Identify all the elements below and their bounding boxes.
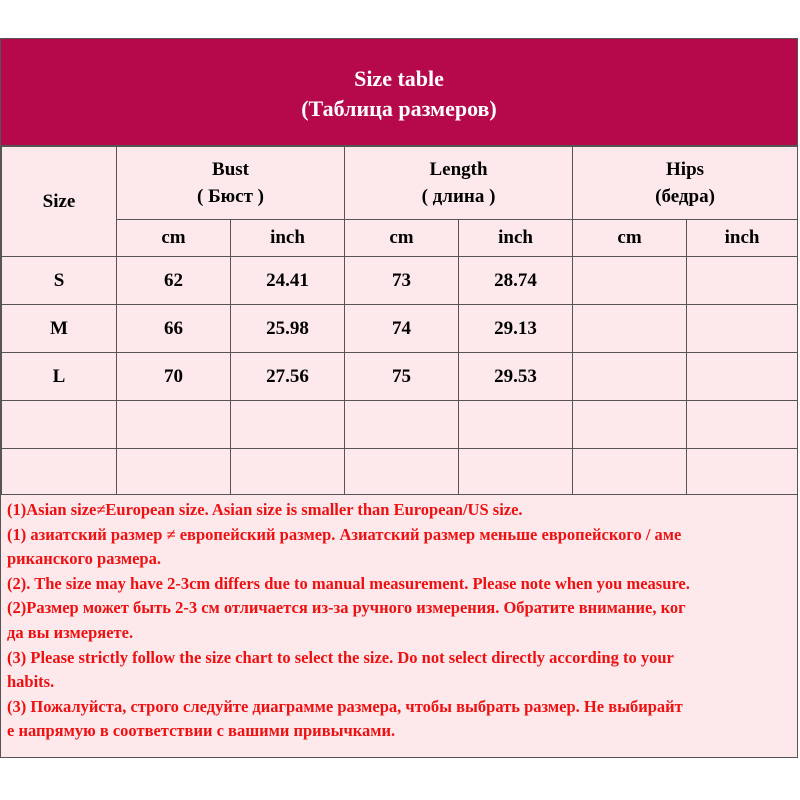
size-cell [2, 401, 117, 449]
group-name-ru: (бедра) [655, 186, 715, 207]
unit-header: inch [231, 220, 345, 257]
size-cell: M [2, 305, 117, 353]
hips-cm-cell [573, 305, 687, 353]
hips-inch-cell [687, 449, 798, 497]
unit-header: cm [573, 220, 687, 257]
header-row [2, 147, 798, 220]
length-cm-cell [345, 401, 459, 449]
bust-cm-cell: 66 [117, 305, 231, 353]
group-header-bust [117, 147, 345, 220]
group-header-hips [573, 147, 798, 220]
bust-inch-cell [231, 449, 345, 497]
group-name: Hips [666, 159, 705, 180]
bust-inch-cell: 25.98 [231, 305, 345, 353]
hips-cm-cell [573, 449, 687, 497]
note-line: (1)Asian size≠European size. Asian size is smaller than European/US size. [7, 500, 523, 519]
hips-inch-cell [687, 305, 798, 353]
unit-header: inch [459, 220, 573, 257]
length-cm-cell: 75 [345, 353, 459, 401]
hips-inch-cell [687, 401, 798, 449]
length-cm-cell: 74 [345, 305, 459, 353]
notes-section [1, 494, 797, 757]
length-cm-cell: 73 [345, 257, 459, 305]
unit-row [2, 220, 798, 257]
length-inch-cell: 29.53 [459, 353, 573, 401]
note-line: е напрямую в соответствии с вашими привычками. [7, 721, 396, 741]
length-inch-cell: 28.74 [459, 257, 573, 305]
bust-cm-cell [117, 401, 231, 449]
note-line: (3) Пожалуйста, строго следуйте диаграмме размера, чтобы выбрать размер. Не выбирайт [7, 696, 683, 716]
title-line-2: (Таблица размеров) [301, 96, 497, 121]
hips-cm-cell [573, 353, 687, 401]
length-inch-cell [459, 449, 573, 497]
hips-cm-cell [573, 257, 687, 305]
note-line: (1) азиатский размер ≠ европейский размер. Азиатский размер меньше европейского / аме [7, 524, 682, 544]
bust-cm-cell: 70 [117, 353, 231, 401]
bust-cm-cell [117, 449, 231, 497]
length-inch-cell [459, 401, 573, 449]
unit-header: cm [345, 220, 459, 257]
table-row [2, 257, 798, 305]
group-name-ru: ( длина ) [421, 186, 496, 207]
note-line: (3) Please strictly follow the size chart to select the size. Do not select directly according to your [7, 647, 674, 667]
unit-header: inch [687, 220, 798, 257]
size-cell: L [2, 353, 117, 401]
bust-cm-cell: 62 [117, 257, 231, 305]
size-chart [0, 38, 798, 758]
note-line: да вы измеряете. [7, 622, 134, 642]
size-cell: S [2, 257, 117, 305]
hips-inch-cell [687, 353, 798, 401]
bust-inch-cell: 24.41 [231, 257, 345, 305]
group-name-ru: ( Бюст ) [197, 186, 265, 207]
table-row [2, 353, 798, 401]
group-header-length [345, 147, 573, 220]
hips-inch-cell [687, 257, 798, 305]
size-header: Size [2, 147, 117, 257]
group-name: Bust [212, 159, 249, 180]
bust-inch-cell [231, 401, 345, 449]
note-line: habits. [7, 672, 55, 692]
size-table [1, 146, 798, 497]
length-cm-cell [345, 449, 459, 497]
group-name: Length [429, 159, 488, 180]
length-inch-cell: 29.13 [459, 305, 573, 353]
hips-cm-cell [573, 401, 687, 449]
note-line: (2). The size may have 2-3cm differs due to manual measurement. Please note when you measure. [7, 573, 690, 593]
table-row [2, 449, 798, 497]
note-line: (2)Размер может быть 2-3 см отличается из-за ручного измерения. Обратите внимание, ког [7, 598, 686, 618]
table-row [2, 401, 798, 449]
title-line-1: Size table [354, 66, 444, 91]
bust-inch-cell: 27.56 [231, 353, 345, 401]
note-line: риканского размера. [7, 549, 161, 569]
title-bar [1, 39, 797, 146]
table-row [2, 305, 798, 353]
size-cell [2, 449, 117, 497]
unit-header: cm [117, 220, 231, 257]
